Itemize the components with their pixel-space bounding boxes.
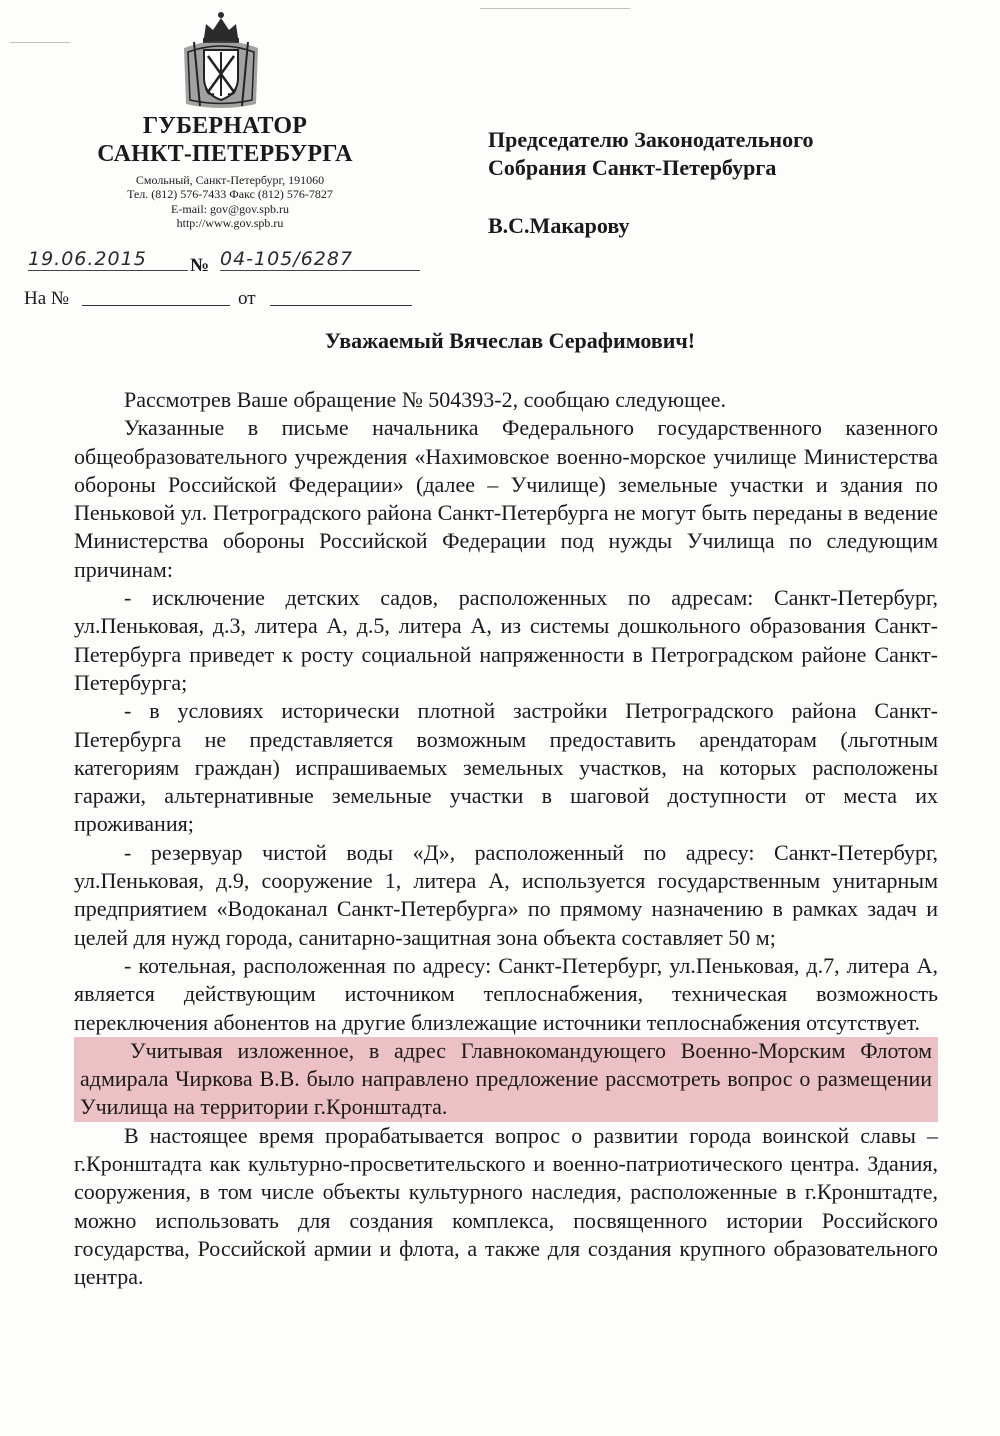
addressee-name: В.С.Макарову	[488, 213, 630, 238]
letterhead-phone-fax: Тел. (812) 576-7433 Факс (812) 576-7827	[127, 187, 333, 201]
body-paragraph-5: - резервуар чистой воды «Д», расположенный по адресу: Санкт-Петербург, ул.Пеньковая, д.9, сооружение 1, литера А, используется государственным унитарным предприятием «Водоканал Санкт-Петербурга» по прямому назначению в рамках задач и целей для нужд города, санитарно-защитная зона объекта составляет 50 м;	[74, 839, 938, 950]
letterhead-title-line2: САНКТ-ПЕТЕРБУРГА	[97, 141, 353, 167]
registration-number-sign: №	[190, 255, 210, 276]
body-paragraph-8: В настоящее время прорабатывается вопрос о развитии города воинской славы – г.Кронштадта как культурно-просветительского и военно-патриотического центра. Здания, сооружения, в том числе объекты культурного наследия, расположенные в г.Кронштадте, можно использовать для создания комплекса, посвященного истории Российского государства, Российской армии и флота, а также для создания крупного образовательного центра.	[74, 1122, 938, 1290]
body-paragraph-4: - в условиях исторически плотной застройки Петроградского района Санкт-Петербурга не представляется возможным предоставить арендаторам (льготным категориям граждан) испрашиваемых земельных участков, на которых расположены гаражи, альтернативные земельные участки в шаговой доступности от места их проживания;	[74, 698, 938, 837]
scan-mark	[480, 8, 630, 9]
addressee-line2: Собрания Санкт-Петербурга	[488, 155, 777, 180]
in-reply-label: На №	[24, 288, 70, 309]
spb-coat-of-arms-icon	[176, 8, 266, 112]
from-label: от	[238, 288, 256, 309]
body-paragraph-1: Рассмотрев Ваше обращение № 504393-2, сообщаю следующее.	[124, 387, 727, 412]
in-reply-number-line	[82, 305, 230, 306]
body-paragraph-3: - исключение детских садов, расположенных по адресам: Санкт-Петербург, ул.Пеньковая, д.3, литера А, д.5, литера А, из системы дошкольного образования Санкт-Петербурга приведет к росту социальной напряженности в Петроградском районе Санкт-Петербурга;	[74, 585, 938, 695]
letter-body	[74, 386, 938, 1292]
letterhead-title-line1: ГУБЕРНАТОР	[142, 113, 308, 139]
letterhead-email: E-mail: gov@gov.spb.ru	[171, 202, 289, 216]
salutation: Уважаемый Вячеслав Серафимович!	[324, 328, 696, 353]
registration-number: 04-105/6287	[220, 248, 420, 271]
from-date-line	[270, 305, 412, 306]
body-paragraph-7-highlighted: Учитывая изложенное, в адрес Главнокомандующего Военно-Морским Флотом адмирала Чиркова В.В. было направлено предложение рассмотреть вопрос о размещении Училища на территории г.Кронштадта.	[74, 1037, 938, 1122]
scan-mark	[10, 42, 70, 43]
registration-date: 19.06.2015	[28, 248, 188, 271]
addressee-line1: Председателю Законодательного	[488, 127, 814, 152]
body-paragraph-2: Указанные в письме начальника Федерального государственного казенного общеобразовательного учреждения «Нахимовское военно-морское училище Министерства обороны Российской Федерации» (далее – Училище) земельные участки и здания по Пеньковой ул. Петроградского района Санкт-Петербурга не могут быть переданы в ведение Министерства обороны Российской Федерации под нужды Училища по следующим причинам:	[74, 415, 938, 582]
letterhead-address: Смольный, Санкт-Петербург, 191060	[135, 173, 325, 187]
body-paragraph-6: - котельная, расположенная по адресу: Санкт-Петербург, ул.Пеньковая, д.7, литера А, является действующим источником теплоснабжения, техническая возможность переключения абонентов на другие близлежащие источники теплоснабжения отсутствует.	[74, 952, 938, 1035]
letterhead-website: http://www.gov.spb.ru	[176, 216, 284, 230]
